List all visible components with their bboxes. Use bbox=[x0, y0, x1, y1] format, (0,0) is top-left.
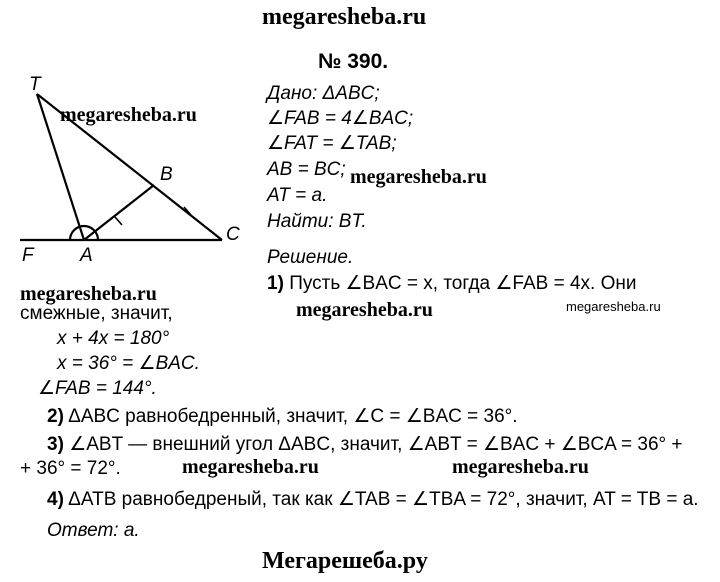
answer-value: : a. bbox=[113, 520, 140, 541]
solution-heading: Решение. bbox=[267, 247, 354, 268]
find-label: Найти bbox=[267, 211, 329, 232]
label-b: B bbox=[160, 164, 173, 185]
equation-3: ∠FAB = 144°. bbox=[38, 378, 157, 399]
step-4-text: ΔATB равнобедреный, так как ∠TAB = ∠TBA = 72°, значит, AT = TB = a. bbox=[68, 489, 699, 510]
step-2 bbox=[47, 406, 518, 428]
step-4 bbox=[47, 489, 699, 511]
watermark-bottom2: megaresheba.ru bbox=[452, 456, 589, 478]
problem-number: № 390. bbox=[318, 50, 389, 73]
label-c: C bbox=[226, 224, 240, 245]
tick-ab bbox=[115, 217, 122, 225]
watermark-mid2: megaresheba.ru bbox=[350, 166, 487, 188]
watermark-top: megaresheba.ru bbox=[262, 4, 427, 30]
answer-line bbox=[47, 520, 140, 542]
answer-label: Ответ bbox=[47, 520, 114, 541]
watermark-mid1: megaresheba.ru bbox=[60, 104, 197, 126]
label-a: A bbox=[80, 245, 93, 266]
equation-2: x = 36° = ∠BAC. bbox=[57, 353, 200, 374]
label-f: F bbox=[22, 245, 34, 266]
given-line-1 bbox=[267, 83, 380, 105]
step-1-number: 1) bbox=[267, 273, 284, 294]
step-1 bbox=[267, 273, 637, 295]
find-line bbox=[267, 211, 367, 233]
step-3-continuation: + 36° = 72°. bbox=[20, 458, 121, 479]
step-1-continuation: смежные, значит, bbox=[20, 303, 173, 324]
step-4-number: 4) bbox=[47, 489, 64, 510]
step-1-text: Пусть ∠BAC = x, тогда ∠FAB = 4x. Они bbox=[289, 273, 637, 294]
given-line-3: ∠FAT = ∠TAB; bbox=[267, 133, 397, 154]
find-value: : BT. bbox=[328, 211, 367, 232]
step-2-text: ΔABC равнобедренный, значит, ∠C = ∠BAC = 36°. bbox=[68, 406, 518, 427]
step-2-number: 2) bbox=[47, 406, 64, 427]
given-triangle: : ΔABC; bbox=[311, 83, 380, 104]
watermark-left: megaresheba.ru bbox=[20, 283, 157, 305]
watermark-bottom1: megaresheba.ru bbox=[182, 456, 319, 478]
given-line-5: AT = a. bbox=[267, 185, 328, 206]
watermark-footer: Мегарешеба.ру bbox=[262, 548, 428, 574]
given-line-2: ∠FAB = 4∠BAC; bbox=[267, 108, 414, 129]
given-line-4: AB = BC; bbox=[267, 159, 346, 180]
watermark-mid3: megaresheba.ru bbox=[296, 299, 433, 321]
watermark-right-small: megaresheba.ru bbox=[566, 299, 661, 314]
triangle-diagram bbox=[0, 70, 260, 270]
step-3 bbox=[47, 434, 683, 456]
label-t: T bbox=[29, 74, 41, 95]
step-3-number: 3) bbox=[47, 434, 64, 455]
equation-1: x + 4x = 180° bbox=[57, 328, 170, 349]
step-3-text: ∠ABT — внешний угол ΔABC, значит, ∠ABT = ∠BAC + ∠BCA = 36° + bbox=[69, 434, 683, 455]
given-label: Дано bbox=[267, 83, 312, 104]
